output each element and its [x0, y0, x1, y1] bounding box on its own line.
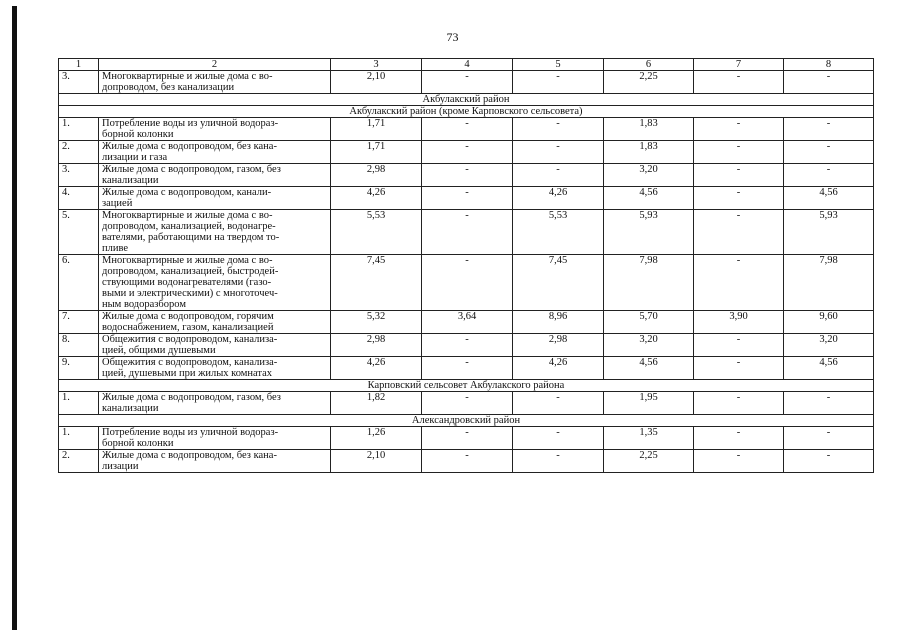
row-description: Потребление воды из уличной водораз- борной колонки — [99, 427, 331, 450]
value-cell: - — [513, 427, 604, 450]
section-title: Карповский сельсовет Акбулакского района — [59, 380, 874, 392]
value-cell: - — [694, 187, 784, 210]
value-cell: 2,98 — [331, 164, 422, 187]
row-number: 2. — [59, 450, 99, 473]
value-cell: - — [694, 71, 784, 94]
row-description: Жилые дома с водопроводом, газом, без канализации — [99, 164, 331, 187]
column-header: 6 — [604, 59, 694, 71]
section-title: Александровский район — [59, 415, 874, 427]
table-row — [59, 427, 874, 450]
row-description: Общежития с водопроводом, канализа- цией, общими душевыми — [99, 334, 331, 357]
row-number: 3. — [59, 71, 99, 94]
column-header: 7 — [694, 59, 784, 71]
row-number: 6. — [59, 255, 99, 311]
value-cell: - — [513, 71, 604, 94]
column-header: 4 — [422, 59, 513, 71]
value-cell: 4,56 — [604, 187, 694, 210]
table-row — [59, 450, 874, 473]
row-description: Жилые дома с водопроводом, газом, без канализации — [99, 392, 331, 415]
value-cell: - — [694, 164, 784, 187]
value-cell: - — [694, 255, 784, 311]
value-cell: - — [784, 164, 874, 187]
value-cell: 1,83 — [604, 118, 694, 141]
value-cell: 7,98 — [604, 255, 694, 311]
column-header: 5 — [513, 59, 604, 71]
value-cell: - — [513, 450, 604, 473]
table-row — [59, 164, 874, 187]
row-number: 7. — [59, 311, 99, 334]
table-row — [59, 392, 874, 415]
value-cell: 5,53 — [331, 210, 422, 255]
row-number: 1. — [59, 392, 99, 415]
value-cell: 1,35 — [604, 427, 694, 450]
value-cell: - — [422, 141, 513, 164]
value-cell: 4,26 — [513, 357, 604, 380]
value-cell: 9,60 — [784, 311, 874, 334]
value-cell: - — [422, 427, 513, 450]
value-cell: 8,96 — [513, 311, 604, 334]
value-cell: 3,90 — [694, 311, 784, 334]
section-title: Акбулакский район (кроме Карповского сельсовета) — [59, 106, 874, 118]
value-cell: 7,45 — [513, 255, 604, 311]
column-header: 3 — [331, 59, 422, 71]
value-cell: 5,70 — [604, 311, 694, 334]
row-number: 4. — [59, 187, 99, 210]
value-cell: - — [784, 392, 874, 415]
column-header: 8 — [784, 59, 874, 71]
value-cell: - — [694, 392, 784, 415]
section-header-row — [59, 106, 874, 118]
value-cell: - — [422, 450, 513, 473]
column-header-row — [59, 59, 874, 71]
value-cell: - — [422, 71, 513, 94]
table-row — [59, 141, 874, 164]
value-cell: - — [422, 118, 513, 141]
row-description: Жилые дома с водопроводом, без кана- лизации и газа — [99, 141, 331, 164]
value-cell: - — [422, 187, 513, 210]
row-number: 1. — [59, 118, 99, 141]
value-cell: 1,82 — [331, 392, 422, 415]
value-cell: - — [694, 450, 784, 473]
value-cell: 4,56 — [784, 357, 874, 380]
value-cell: 5,93 — [784, 210, 874, 255]
table-row — [59, 255, 874, 311]
value-cell: - — [784, 450, 874, 473]
page-number: 73 — [446, 30, 459, 44]
row-description: Многоквартирные и жилые дома с во- допроводом, без канализации — [99, 71, 331, 94]
value-cell: 5,93 — [604, 210, 694, 255]
value-cell: 3,20 — [604, 164, 694, 187]
table-row — [59, 118, 874, 141]
value-cell: 1,71 — [331, 141, 422, 164]
table-row — [59, 311, 874, 334]
value-cell: - — [784, 141, 874, 164]
value-cell: - — [422, 164, 513, 187]
value-cell: 4,26 — [513, 187, 604, 210]
value-cell: - — [422, 210, 513, 255]
value-cell: 2,98 — [331, 334, 422, 357]
section-header-row — [59, 380, 874, 392]
value-cell: 4,26 — [331, 187, 422, 210]
value-cell: 5,53 — [513, 210, 604, 255]
value-cell: 2,10 — [331, 71, 422, 94]
value-cell: - — [513, 118, 604, 141]
column-header: 2 — [99, 59, 331, 71]
value-cell: 2,98 — [513, 334, 604, 357]
value-cell: - — [422, 334, 513, 357]
value-cell: 7,98 — [784, 255, 874, 311]
section-header-row — [59, 415, 874, 427]
row-number: 1. — [59, 427, 99, 450]
table-row — [59, 357, 874, 380]
value-cell: 4,56 — [784, 187, 874, 210]
value-cell: 1,95 — [604, 392, 694, 415]
value-cell: - — [422, 255, 513, 311]
value-cell: - — [694, 357, 784, 380]
scan-edge-bar — [12, 6, 17, 630]
value-cell: 3,64 — [422, 311, 513, 334]
row-description: Многоквартирные и жилые дома с во- допроводом, канализацией, водонагре- вателями, работающими на твердом то- пливе — [99, 210, 331, 255]
value-cell: 1,71 — [331, 118, 422, 141]
value-cell: - — [694, 210, 784, 255]
column-header: 1 — [59, 59, 99, 71]
value-cell: 2,25 — [604, 450, 694, 473]
value-cell: 7,45 — [331, 255, 422, 311]
table-row — [59, 334, 874, 357]
row-description: Жилые дома с водопроводом, горячим водоснабжением, газом, канализацией — [99, 311, 331, 334]
row-description: Жилые дома с водопроводом, без кана- лизации — [99, 450, 331, 473]
value-cell: 4,26 — [331, 357, 422, 380]
value-cell: 3,20 — [604, 334, 694, 357]
value-cell: - — [694, 334, 784, 357]
row-description: Потребление воды из уличной водораз- борной колонки — [99, 118, 331, 141]
table-row — [59, 187, 874, 210]
value-cell: 1,26 — [331, 427, 422, 450]
value-cell: 5,32 — [331, 311, 422, 334]
value-cell: 2,25 — [604, 71, 694, 94]
tariff-table — [58, 58, 874, 473]
value-cell: - — [694, 118, 784, 141]
value-cell: - — [422, 392, 513, 415]
value-cell: - — [784, 71, 874, 94]
value-cell: - — [694, 141, 784, 164]
table-body — [59, 59, 874, 473]
row-number: 8. — [59, 334, 99, 357]
value-cell: - — [513, 392, 604, 415]
row-number: 9. — [59, 357, 99, 380]
value-cell: - — [513, 164, 604, 187]
value-cell: - — [784, 427, 874, 450]
value-cell: 2,10 — [331, 450, 422, 473]
table-row — [59, 210, 874, 255]
section-header-row — [59, 94, 874, 106]
value-cell: - — [694, 427, 784, 450]
row-number: 5. — [59, 210, 99, 255]
row-description: Многоквартирные и жилые дома с во- допроводом, канализацией, быстродей- ствующими водонагревателями (газо- выми и электрическими) с многоточеч- ным водоразбором — [99, 255, 331, 311]
value-cell: - — [513, 141, 604, 164]
section-title: Акбулакский район — [59, 94, 874, 106]
row-number: 2. — [59, 141, 99, 164]
value-cell: 3,20 — [784, 334, 874, 357]
value-cell: 4,56 — [604, 357, 694, 380]
row-number: 3. — [59, 164, 99, 187]
value-cell: - — [784, 118, 874, 141]
row-description: Общежития с водопроводом, канализа- цией, душевыми при жилых комнатах — [99, 357, 331, 380]
row-description: Жилые дома с водопроводом, канали- зацией — [99, 187, 331, 210]
value-cell: 1,83 — [604, 141, 694, 164]
table-row — [59, 71, 874, 94]
value-cell: - — [422, 357, 513, 380]
